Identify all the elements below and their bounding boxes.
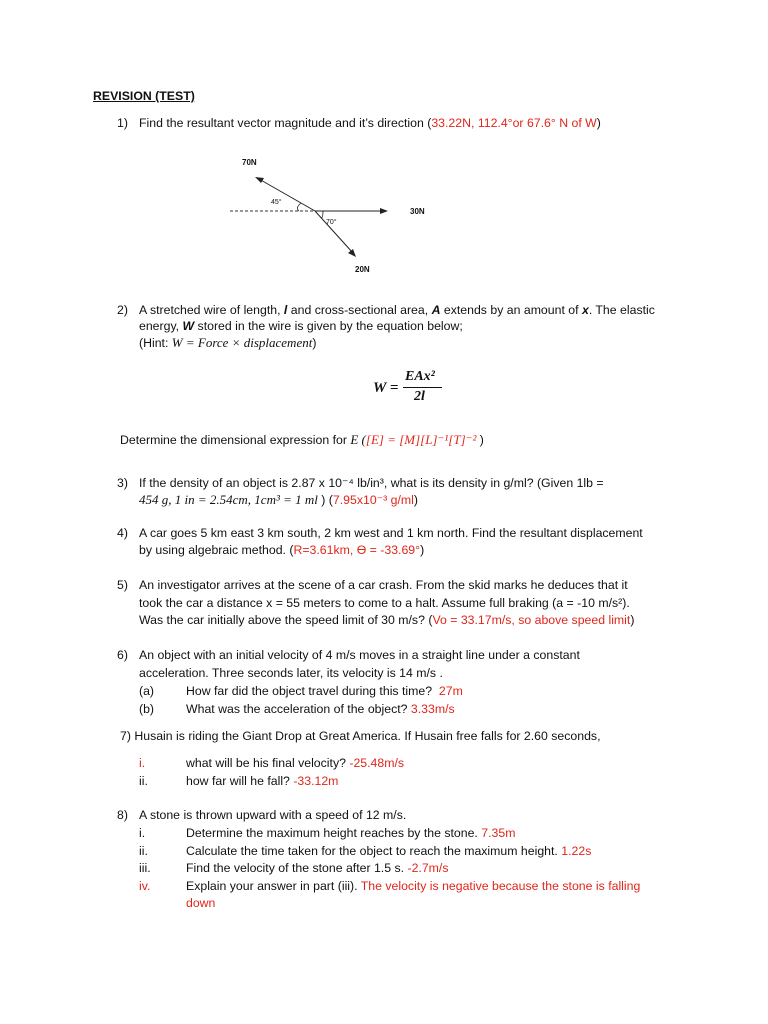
vector-diagram [225,150,440,275]
part-label: ii. [139,844,148,858]
answer: -33.12m [293,774,339,788]
question-number: 5) [117,578,128,592]
part-label: (a) [139,684,155,698]
question-text-line: A car goes 5 km east 3 km south, 2 km west and 1 km north. Find the resultant displacement [139,526,643,540]
part-label: ii. [139,774,148,788]
label-20n: 20N [355,265,370,274]
question-text-line: An investigator arrives at the scene of a car crash. From the skid marks he deduces that it [139,578,628,592]
equation-denominator: 2l [414,389,425,404]
answer: [E] = [M][L]⁻¹[T]⁻² [365,432,477,447]
answer-continuation: down [186,896,216,910]
question-text-line: took the car a distance x = 55 meters to come to a halt. Assume full braking (a = -10 m/s²). [139,596,630,610]
question-text-line: energy, W stored in the wire is given by the equation below; [139,319,463,333]
question-number: 6) [117,648,128,662]
question-number: 8) [117,808,128,822]
question-text-line: by using algebraic method. (R=3.61km, ϴ = -33.69°) [139,543,425,557]
answer: R=3.61km, ϴ = -33.69° [293,543,421,557]
answer: -25.48m/s [349,756,405,770]
answer: 33.22N, 112.4°or 67.6° N of W [431,116,597,130]
question-text: Find the resultant vector magnitude and it’s direction (33.22N, 112.4°or 67.6° N of W) [139,116,601,130]
part-text: what will be his final velocity? -25.48m/s [186,756,405,770]
fraction-bar [403,387,442,388]
answer: -2.7m/s [407,861,449,875]
question-text-line: If the density of an object is 2.87 x 10⁻⁴ lb/in³, what is its density in g/ml? (Given 1lb = [139,476,604,490]
part-label: (b) [139,702,155,716]
arrowhead-30n [380,208,388,214]
hint: (Hint: W = Force × displacement) [139,335,317,350]
equation-numerator: EAx² [405,369,435,384]
part-text: Explain your answer in part (iii). The velocity is negative because the stone is falling [186,879,641,893]
arrowhead-70n [255,177,264,183]
question-text-line: 7) Husain is riding the Giant Drop at Great America. If Husain free falls for 2.60 seconds, [120,729,601,743]
question-number: 1) [117,116,128,130]
label-70n: 70N [242,158,257,167]
answer: Vo = 33.17m/s, so above speed limit [432,613,631,627]
part-label: i. [139,826,146,840]
part-label: i. [139,756,146,770]
angle-arc-45 [297,203,301,211]
determine-line: Determine the dimensional expression for E ([E] = [M][L]⁻¹[T]⁻² ) [120,432,484,447]
vector-20n [315,211,353,253]
question-text-line: A stone is thrown upward with a speed of 12 m/s. [139,808,407,822]
answer: 7.95x10⁻³ g/ml [332,493,414,507]
angle-label-70: 70° [326,219,337,226]
answer: 7.35m [481,826,516,840]
question-text-line: An object with an initial velocity of 4 m/s moves in a straight line under a constant [139,648,580,662]
question-number: 3) [117,476,128,490]
part-label: iii. [139,861,151,875]
part-text: Determine the maximum height reaches by the stone. 7.35m [186,826,516,840]
answer: The velocity is negative because the stone is falling [360,879,641,893]
answer: 1.22s [561,844,592,858]
question-text-line: Was the car initially above the speed limit of 30 m/s? (Vo = 33.17m/s, so above speed limit) [139,613,635,627]
question-text-line: acceleration. Three seconds later, its velocity is 14 m/s . [139,666,443,680]
part-text: Calculate the time taken for the object to reach the maximum height. 1.22s [186,844,592,858]
vector-70n [259,179,315,211]
arrowhead-20n [348,249,356,257]
question-number: 2) [117,303,128,317]
question-text-line: A stretched wire of length, l and cross-sectional area, A extends by an amount of x. The elastic [139,303,655,317]
part-text: How far did the object travel during this time? 27m [186,684,463,698]
answer: 3.33m/s [410,702,455,716]
question-text-line: 454 g, 1 in = 2.54cm, 1cm³ = 1 ml ) (7.95x10⁻³ g/ml) [139,492,419,507]
part-text: how far will he fall? -33.12m [186,774,339,788]
angle-label-45: 45° [271,199,282,206]
part-text: Find the velocity of the stone after 1.5 s. -2.7m/s [186,861,449,875]
part-label: iv. [139,879,151,893]
page-title: REVISION (TEST) [93,89,195,103]
angle-arc-70 [321,211,323,218]
label-30n: 30N [410,207,425,216]
question-number: 4) [117,526,128,540]
answer: 27m [438,684,463,698]
part-text: What was the acceleration of the object? 3.33m/s [186,702,455,716]
